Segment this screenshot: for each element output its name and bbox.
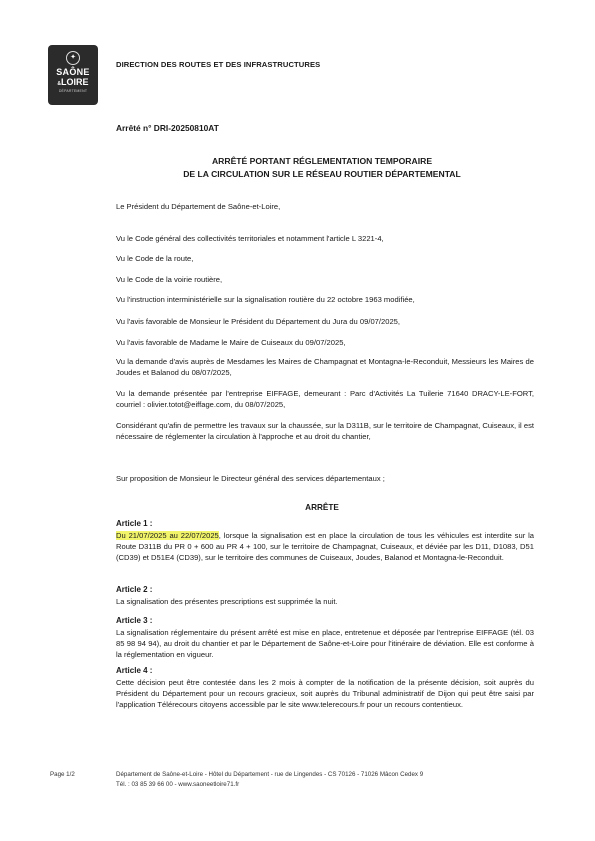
vu-paragraph-1: Vu le Code général des collectivités territoriales et notamment l'article L 3221-4, [116,234,384,243]
vu-paragraph-7: Vu la demande d'avis auprès de Mesdames les Maires de Champagnat et Montagna-le-Reconduit, Messieurs les Maires de Joudes et Balanod du 08/07/2025, [116,357,534,377]
article-1-text: Du 21/07/2025 au 22/07/2025, lorsque la signalisation est en place la circulation de tous les véhicules est interdite sur la Route D311B du PR 0 + 600 au PR 4 + 100, sur le territoire de Champagnat, Cuiseaux, et déviée par les D11, D1083, D51 (CD39) et D51E4 (CD39), sur le territoire des communes de Cuiseaux, Joudes, Balanod et Montagna-le-Reconduit. [116,531,534,562]
article-3-text: La signalisation réglementaire du présent arrêté est mise en place, entretenue et déposée par l'entreprise EIFFAGE (tél. 03 85 98 94 94), au droit du chantier et par le Département de Saône-et-Loire pour l'itinéraire de déviation. Elle est conforme à la réglementation en vigueur. [116,628,534,659]
article-4-title: Article 4 : [116,666,153,675]
article-3-title: Article 3 : [116,616,153,625]
article-4-text: Cette décision peut être contestée dans les 2 mois à compter de la notification de la présente décision, soit auprès du Président du Département pour un recours gracieux, soit auprès du Tribunal administratif de Dijon qui peut être saisi par l'application Télérecours citoyens accessible par le site www.telerecours.fr pour un recours contentieux. [116,678,534,709]
vu-paragraph-2: Vu le Code de la route, [116,254,194,263]
footer-address: Département de Saône-et-Loire - Hôtel du Département - rue de Lingendes - CS 70126 - 71026 Mâcon Cedex 9 [116,771,424,778]
decree-title-line-1: ARRÊTÉ PORTANT RÉGLEMENTATION TEMPORAIRE [211,156,433,166]
seal-icon: ✦ [66,51,80,65]
vu-paragraph-5: Vu l'avis favorable de Monsieur le Président du Département du Jura du 09/07/2025, [116,317,400,326]
article-1-title: Article 1 : [116,519,153,528]
considerant-paragraph: Considérant qu'afin de permettre les travaux sur la chaussée, sur la D311B, sur le territoire de Champagnat, Cuiseaux, il est nécessaire de réglementer la circulation à l'approche et au droit du chantier, [116,421,534,441]
page-number: Page 1/2 [50,771,75,778]
proposition-paragraph: Sur proposition de Monsieur le Directeur général des services départementaux ; [116,474,385,483]
decree-reference: Arrêté n° DRI-20250810AT [116,123,219,133]
vu-paragraph-6: Vu l'avis favorable de Madame le Maire de Cuiseaux du 09/07/2025, [116,338,346,347]
vu-paragraph-8: Vu la demande présentée par l'entreprise EIFFAGE, demeurant : Parc d'Activités La Tuilerie 71640 DRACY-LE-FORT, courriel : olivier.totot@eiffage.com, du 08/07/2025, [116,389,534,409]
vu-paragraph-3: Vu le Code de la voirie routière, [116,275,223,284]
logo-tagline: DÉPARTEMENT [58,89,88,93]
article-1-dates: Du 21/07/2025 au 22/07/2025 [116,531,219,540]
decree-title-line-2: DE LA CIRCULATION SUR LE RÉSEAU ROUTIER DÉPARTEMENTAL [183,169,461,179]
article-2-text: La signalisation des présentes prescriptions est supprimée la nuit. [116,597,338,606]
department-name: DIRECTION DES ROUTES ET DES INFRASTRUCTURES [116,60,321,69]
logo-line-2: &LOIRE [57,77,89,87]
footer-contact: Tél. : 03 85 39 66 00 - www.saoneetloire71.fr [116,781,240,788]
article-2-title: Article 2 : [116,585,153,594]
arrete-heading: ARRÊTE [305,503,339,512]
logo-line-1: SAÔNE [56,67,90,77]
vu-paragraph-4: Vu l'instruction interministérielle sur la signalisation routière du 22 octobre 1963 modifiée, [116,295,415,304]
department-logo [48,45,98,105]
president-line: Le Président du Département de Saône-et-Loire, [116,202,281,211]
